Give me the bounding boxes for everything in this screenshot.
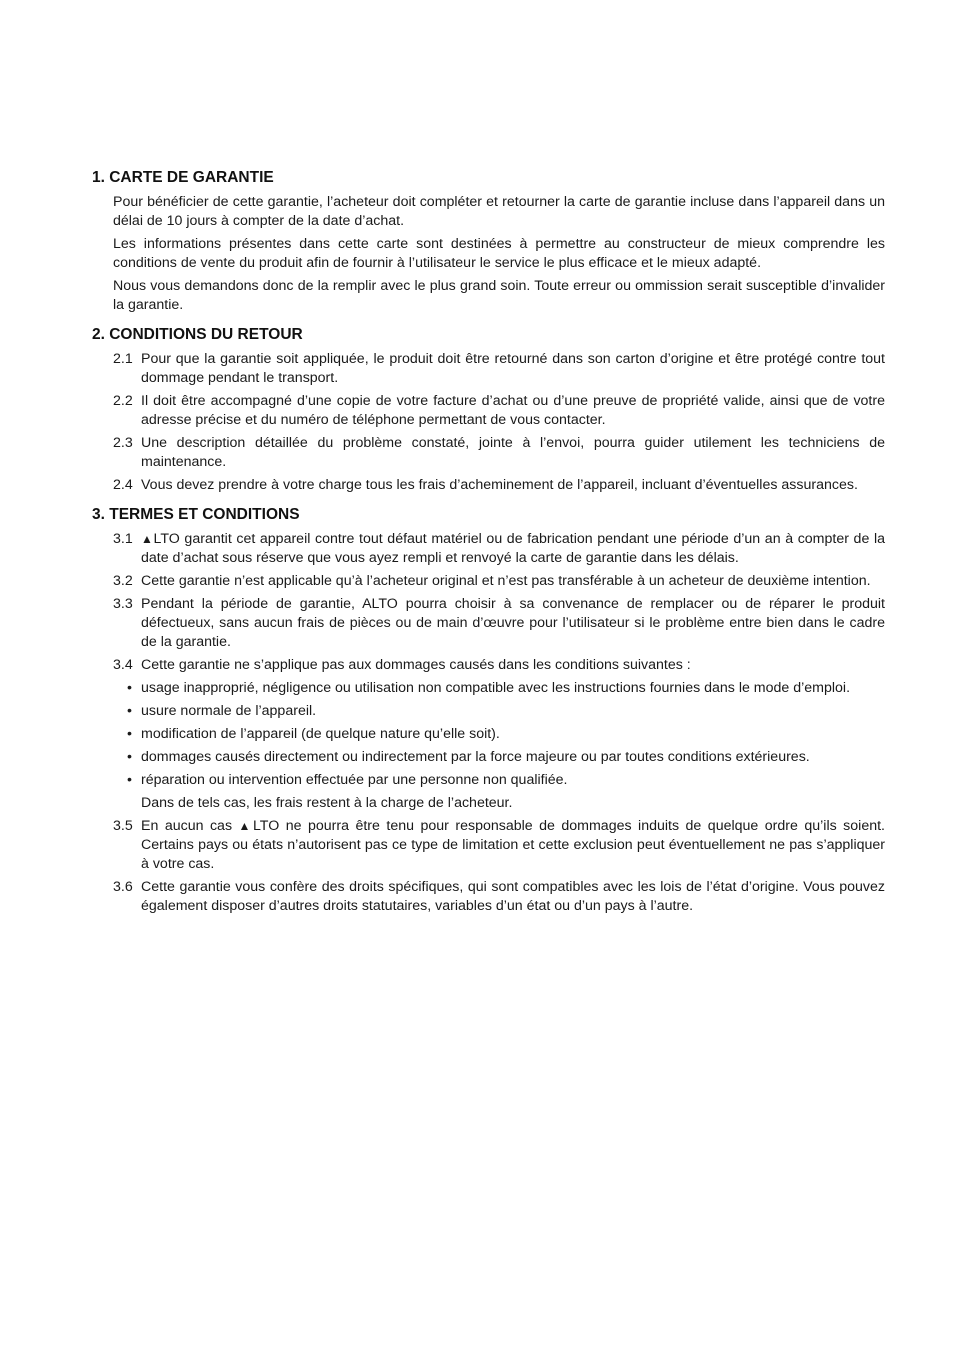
item-text: Pour que la garantie soit appliquée, le produit doit être retourné dans son carton d’origine et être protégé contre tout dommage pendant le transport. (141, 351, 885, 386)
item-text: Pendant la période de garantie, ALTO pourra choisir à sa convenance de remplacer ou de réparer le produit défectueux, sans aucun frais de pièces ou de main d’œuvre pour l’utilisateur si le problème entre bien dans le cadre de la garantie. (141, 596, 885, 650)
item-text-body: LTO ne pourra être tenu pour responsable de dommages induits de quelque ordre qu’ils soient. Certains pays ou états n’autorisent pas ce type de limitation et cette exclusion peut éventuellement ne pas s’appliquer à votre cas. (141, 818, 885, 872)
bullet-text: réparation ou intervention effectuée par une personne non qualifiée. (141, 772, 568, 788)
item-text-prefix: En aucun cas (141, 818, 239, 834)
section-title: 3. TERMES ET CONDITIONS (92, 506, 300, 523)
list-item (113, 392, 885, 430)
list-item (113, 530, 885, 568)
item-text (141, 530, 885, 568)
note-text: Dans de tels cas, les frais restent à la charge de l’acheteur. (141, 795, 513, 811)
item-text (141, 817, 885, 874)
item-text-body: LTO garantit cet appareil contre tout défaut matériel ou de fabrication pendant une période d’un an à compter de la date d’achat sous réserve que vous ayez rempli et renvoyé la carte de garantie dans les délais. (141, 531, 885, 566)
item-number: 3.4 (113, 657, 133, 673)
bullet-dot: • (127, 703, 132, 719)
item-number: 2.1 (113, 351, 133, 367)
bullet-item (127, 679, 885, 698)
alto-logo-triangle-icon: ▲ (238, 819, 253, 833)
list-item (113, 817, 885, 874)
item-number: 3.1 (113, 531, 133, 547)
list-item (113, 350, 885, 388)
item-number: 2.2 (113, 393, 133, 409)
item-text: Cette garantie n’est applicable qu’à l’acheteur original et n’est pas transférable à un acheteur de deuxième intention. (141, 573, 871, 589)
warranty-content (92, 168, 885, 926)
bullet-dot: • (127, 726, 132, 742)
item-number: 2.4 (113, 477, 133, 493)
bullet-text: usage inapproprié, négligence ou utilisation non compatible avec les instructions fournies dans le mode d’emploi. (141, 680, 851, 696)
bullet-dot: • (127, 749, 132, 765)
bullet-text: usure normale de l’appareil. (141, 703, 317, 719)
item-text: Une description détaillée du problème constaté, jointe à l’envoi, pourra guider utilement les techniciens de maintenance. (141, 435, 885, 470)
section-title: 2. CONDITIONS DU RETOUR (92, 326, 303, 343)
bullet-item (127, 702, 885, 721)
list-item (113, 572, 885, 591)
item-text: Vous devez prendre à votre charge tous les frais d’acheminement de l’appareil, incluant d’éventuelles assurances. (141, 477, 858, 493)
section-warranty-card (92, 168, 885, 315)
item-number: 3.3 (113, 596, 133, 612)
bullet-item (127, 771, 885, 790)
list-item (113, 656, 885, 675)
paragraph: Nous vous demandons donc de la remplir avec le plus grand soin. Toute erreur ou ommission serait susceptible d’invalider la garantie. (113, 278, 885, 313)
list-item (113, 878, 885, 916)
section-terms-conditions (92, 505, 885, 916)
list-item (113, 595, 885, 652)
list-item (113, 476, 885, 495)
item-text: Il doit être accompagné d’une copie de votre facture d’achat ou d’une preuve de propriété valide, ainsi que de votre adresse précise et du numéro de téléphone permettant de vous contacter. (141, 393, 885, 428)
item-number: 3.2 (113, 573, 133, 589)
list-item (113, 434, 885, 472)
bullet-text: dommages causés directement ou indirectement par la force majeure ou par toutes conditions extérieures. (141, 749, 810, 765)
bullet-item (127, 748, 885, 767)
alto-logo-triangle-icon: ▲ (141, 532, 154, 546)
bullet-dot: • (127, 772, 132, 788)
item-text: Cette garantie vous confère des droits spécifiques, qui sont compatibles avec les lois de l’état d’origine. Vous pouvez également disposer d’autres droits statutaires, variables d’un état ou d’un pays à l’autre. (141, 879, 885, 914)
bullet-item (127, 725, 885, 744)
item-text: Cette garantie ne s’applique pas aux dommages causés dans les conditions suivantes : (141, 657, 691, 673)
bullet-dot: • (127, 680, 132, 696)
paragraph: Les informations présentes dans cette carte sont destinées à permettre au constructeur de mieux comprendre les conditions de vente du produit afin de fournir à l’utilisateur le service le plus efficace et le mieux adapté. (113, 236, 885, 271)
item-number: 2.3 (113, 435, 133, 451)
item-number: 3.5 (113, 818, 133, 834)
section-title: 1. CARTE DE GARANTIE (92, 169, 274, 186)
paragraph: Pour bénéficier de cette garantie, l’acheteur doit compléter et retourner la carte de garantie incluse dans l’appareil dans un délai de 10 jours à compter de la date d’achat. (113, 194, 885, 229)
item-number: 3.6 (113, 879, 133, 895)
section-return-conditions (92, 325, 885, 495)
bullet-text: modification de l’appareil (de quelque nature qu’elle soit). (141, 726, 500, 742)
